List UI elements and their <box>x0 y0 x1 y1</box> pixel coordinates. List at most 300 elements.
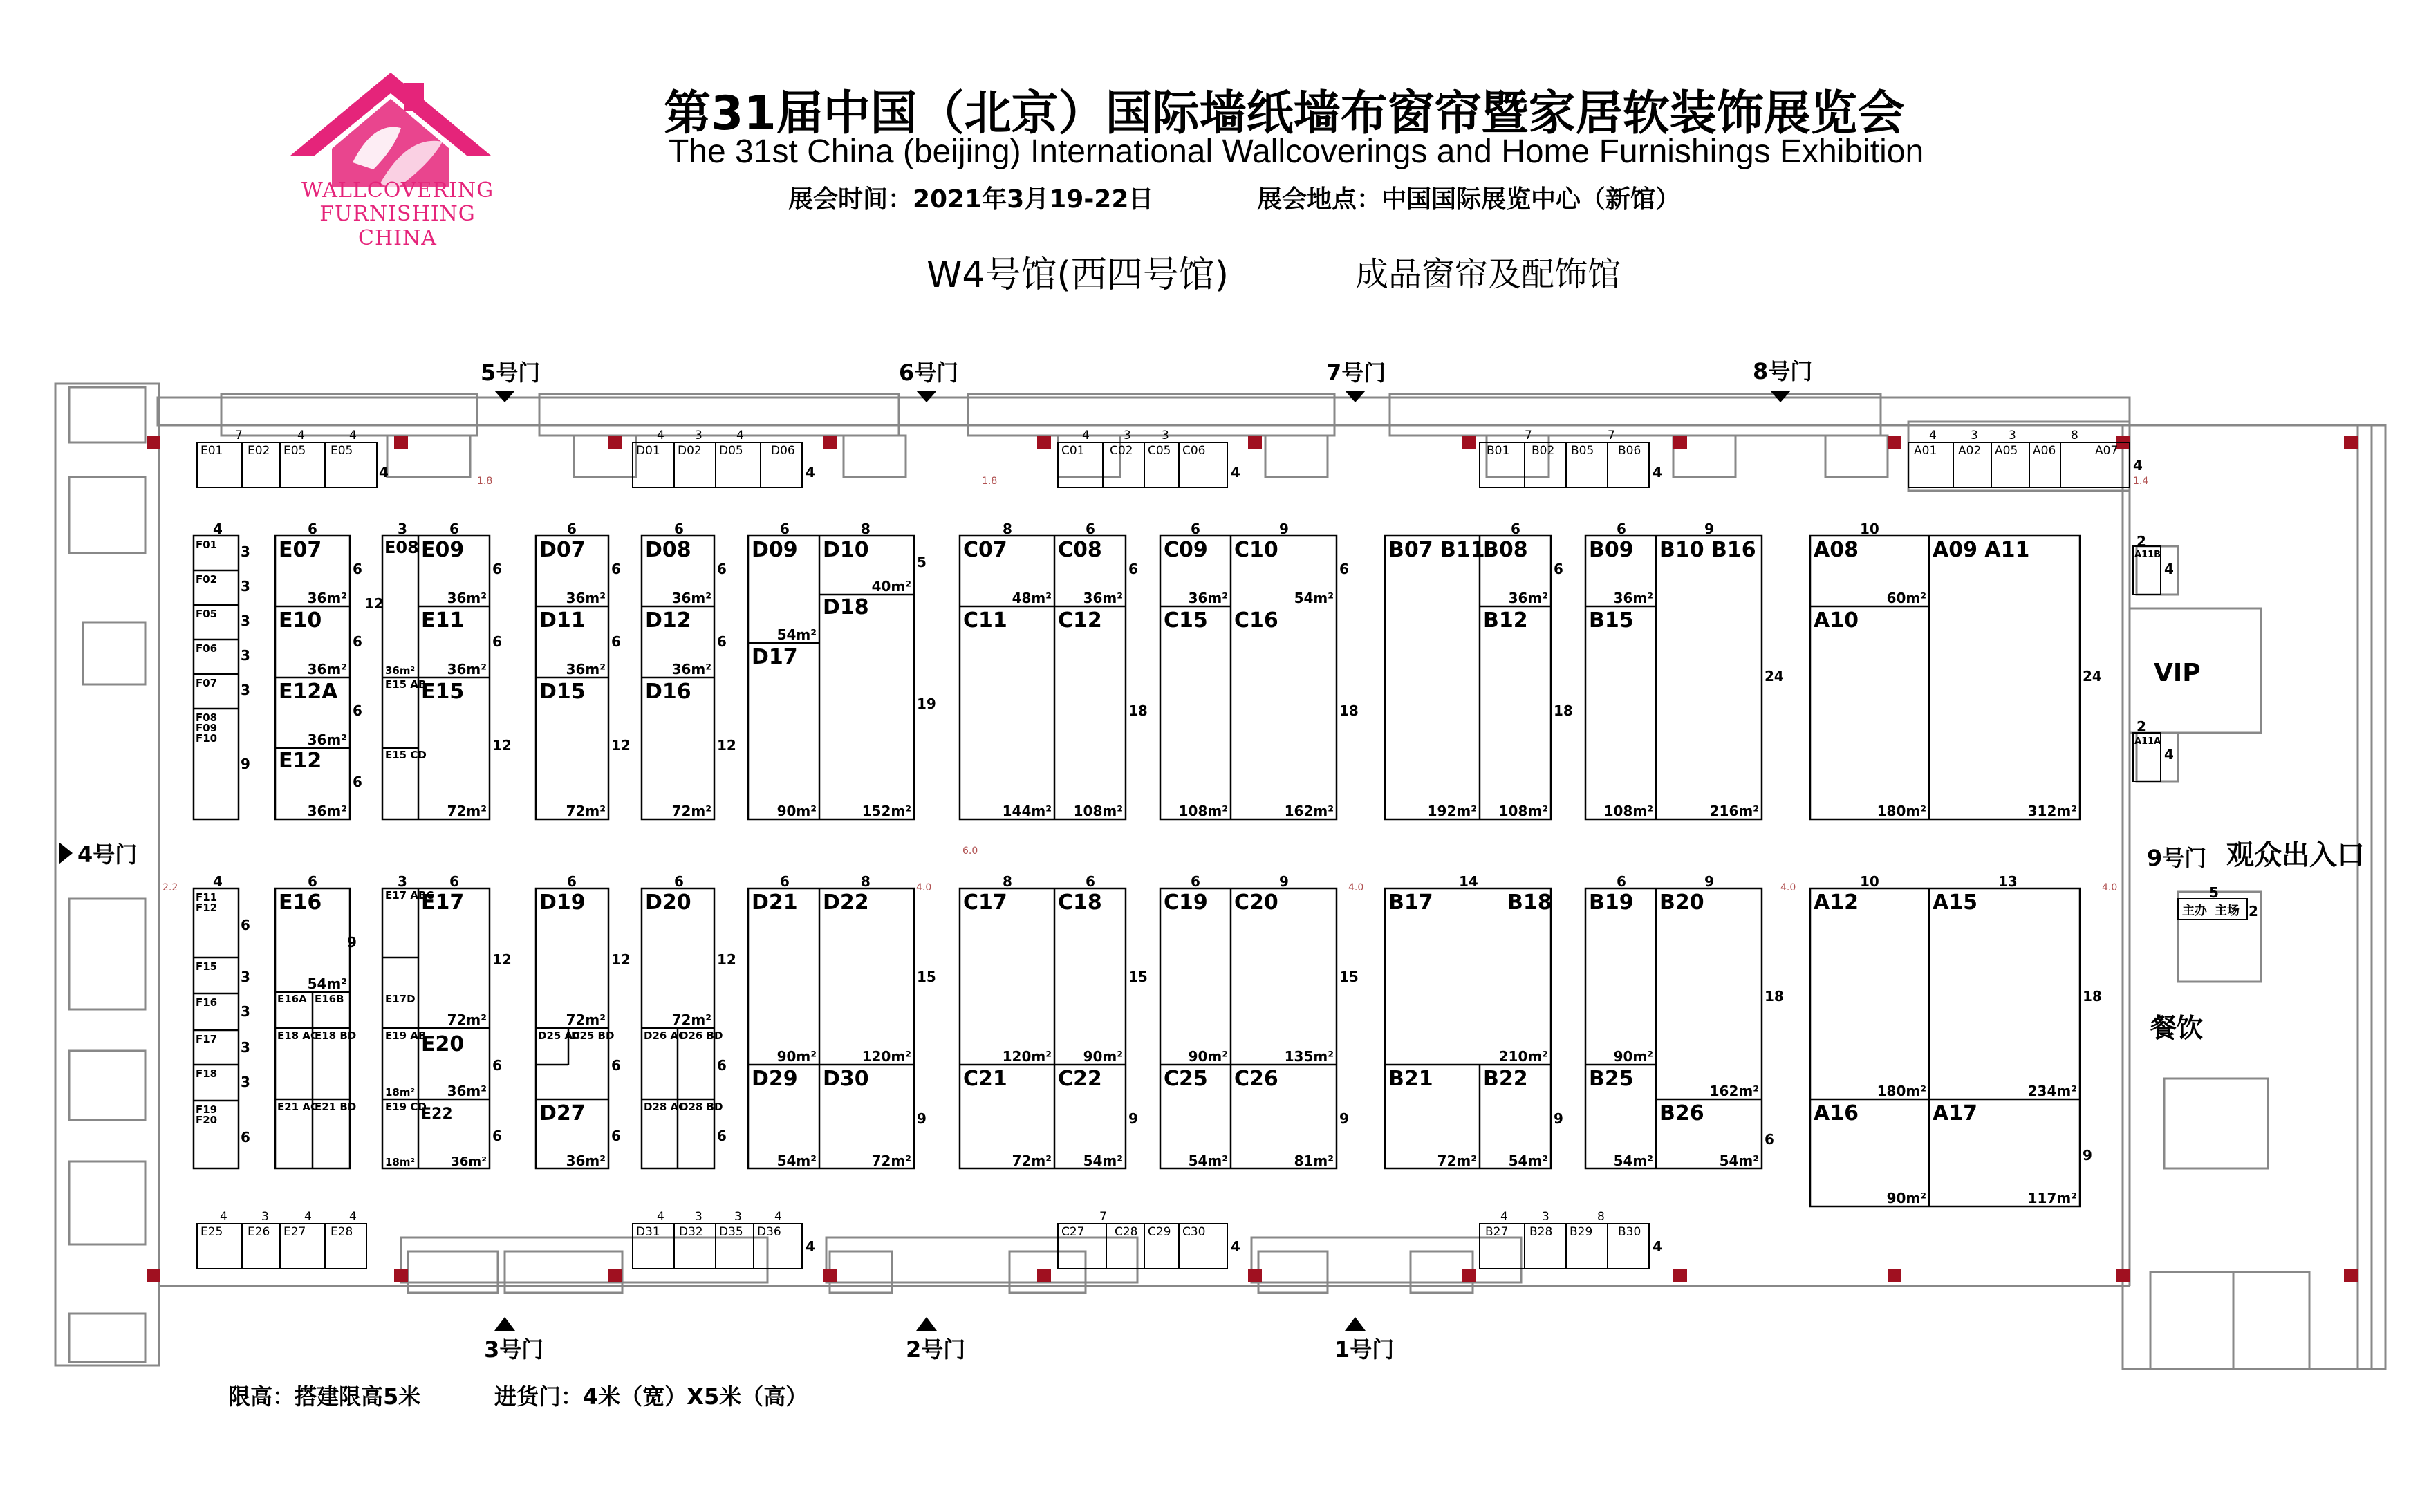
svg-text:72m²: 72m² <box>671 803 711 819</box>
booth-b26[interactable]: B26 <box>1659 1101 1704 1126</box>
booth-e16a[interactable]: E16A <box>277 993 307 1005</box>
booth-d15[interactable]: D15 <box>539 680 586 704</box>
svg-text:3: 3 <box>241 543 250 560</box>
svg-text:18: 18 <box>1128 702 1148 719</box>
svg-text:36m²: 36m² <box>447 590 487 606</box>
svg-text:6: 6 <box>1191 873 1200 890</box>
booth-b08[interactable]: B08 <box>1483 538 1528 562</box>
booth-b30[interactable]: B30 <box>1618 1225 1641 1239</box>
booth-e09[interactable]: E09 <box>421 538 465 562</box>
svg-text:10: 10 <box>1860 521 1879 537</box>
gate-7[interactable]: 7号门 <box>1326 360 1386 386</box>
booth-e05b[interactable]: E05 <box>331 444 353 458</box>
booth-a11b[interactable]: A11B <box>2134 550 2161 560</box>
svg-text:3: 3 <box>241 1003 250 1020</box>
svg-text:4: 4 <box>220 1210 227 1224</box>
svg-text:36m²: 36m² <box>307 590 347 606</box>
booth-a16[interactable]: A16 <box>1814 1101 1859 1126</box>
svg-text:4.0: 4.0 <box>1348 882 1364 893</box>
svg-text:72m²: 72m² <box>671 1011 711 1028</box>
svg-text:36m²: 36m² <box>451 1155 487 1169</box>
booth-f19[interactable]: F19 <box>196 1103 218 1116</box>
svg-text:6: 6 <box>717 1057 727 1074</box>
booth-b10-b16[interactable]: B10 B16 <box>1659 538 1756 562</box>
hall-name: W4号馆(西四号馆) <box>927 254 1229 296</box>
booth-c06[interactable]: C06 <box>1182 444 1206 458</box>
svg-text:6: 6 <box>1554 561 1563 577</box>
facilities <box>2133 546 2247 1043</box>
svg-text:2.2: 2.2 <box>162 882 178 893</box>
booth-outlines <box>194 536 2080 1206</box>
gate-2[interactable]: 2号门 <box>906 1336 966 1363</box>
booth-d07[interactable]: D07 <box>539 538 586 562</box>
svg-text:3: 3 <box>241 578 250 595</box>
booth-c07[interactable]: C07 <box>963 538 1007 562</box>
svg-text:6: 6 <box>492 1128 502 1144</box>
svg-text:8: 8 <box>861 873 871 890</box>
booth-e27[interactable]: E27 <box>283 1225 306 1239</box>
gate-1[interactable]: 1号门 <box>1334 1336 1395 1363</box>
bottom-strip-dims <box>220 1210 1605 1224</box>
booth-f09[interactable]: F09 <box>196 722 218 734</box>
booth-e15-cd[interactable]: E15 CD <box>385 749 427 761</box>
booth-e05[interactable]: E05 <box>283 444 306 458</box>
svg-text:7: 7 <box>1525 429 1532 442</box>
svg-text:18m²: 18m² <box>385 1086 416 1099</box>
svg-text:3: 3 <box>695 429 702 442</box>
booth-d12[interactable]: D12 <box>645 608 691 633</box>
host-venue: 主场 <box>2215 904 2240 918</box>
svg-text:54m²: 54m² <box>1719 1152 1759 1169</box>
svg-text:108m²: 108m² <box>1603 803 1653 819</box>
booth-d05[interactable]: D05 <box>719 444 743 458</box>
svg-text:81m²: 81m² <box>1294 1152 1334 1169</box>
svg-text:312m²: 312m² <box>2027 803 2077 819</box>
svg-text:12: 12 <box>492 737 512 754</box>
svg-text:3: 3 <box>241 647 250 664</box>
gate-3[interactable]: 3号门 <box>484 1336 544 1363</box>
svg-text:4.0: 4.0 <box>2102 882 2118 893</box>
svg-text:120m²: 120m² <box>862 1048 911 1065</box>
booth-b05[interactable]: B05 <box>1571 444 1594 458</box>
booth-b20[interactable]: B20 <box>1659 890 1704 915</box>
booth-d25-ac[interactable]: D25 AC <box>538 1029 581 1042</box>
booth-c08[interactable]: C08 <box>1058 538 1102 562</box>
svg-text:36m²: 36m² <box>307 661 347 678</box>
gate-8[interactable]: 8号门 <box>1753 358 1813 384</box>
gates <box>59 358 2365 1363</box>
svg-text:4: 4 <box>1231 1238 1240 1255</box>
svg-text:6: 6 <box>1511 521 1520 537</box>
svg-text:12: 12 <box>611 951 631 968</box>
svg-text:24: 24 <box>2083 668 2102 684</box>
booth-b22[interactable]: B22 <box>1483 1067 1528 1091</box>
booth-b19[interactable]: B19 <box>1589 890 1634 915</box>
booth-c09[interactable]: C09 <box>1164 538 1208 562</box>
booth-c21[interactable]: C21 <box>963 1067 1007 1091</box>
svg-text:7: 7 <box>235 429 243 442</box>
gate-9[interactable]: 9号门 <box>2147 845 2207 871</box>
svg-text:120m²: 120m² <box>1002 1048 1052 1065</box>
booth-e16b[interactable]: E16B <box>315 993 344 1005</box>
booth-e16[interactable]: E16 <box>279 890 322 915</box>
svg-text:4: 4 <box>2133 457 2143 474</box>
booth-d31[interactable]: D31 <box>636 1225 660 1239</box>
booth-d32[interactable]: D32 <box>679 1225 703 1239</box>
svg-text:6: 6 <box>353 774 362 790</box>
booth-a10[interactable]: A10 <box>1814 608 1859 633</box>
booth-d29[interactable]: D29 <box>752 1067 798 1091</box>
svg-text:6: 6 <box>1086 521 1095 537</box>
svg-text:2: 2 <box>2137 718 2146 735</box>
booth-b28[interactable]: B28 <box>1529 1225 1553 1239</box>
booth-b21[interactable]: B21 <box>1388 1067 1433 1091</box>
booth-d22[interactable]: D22 <box>823 890 869 915</box>
svg-text:4: 4 <box>304 1210 312 1224</box>
booth-a01[interactable]: A01 <box>1914 444 1937 458</box>
svg-text:6: 6 <box>611 1057 621 1074</box>
svg-text:1.8: 1.8 <box>477 476 493 487</box>
booth-f07[interactable]: F07 <box>196 677 218 689</box>
gate-6[interactable]: 6号门 <box>899 360 959 386</box>
svg-text:144m²: 144m² <box>1002 803 1052 819</box>
booth-d25-bd[interactable]: D25 BD <box>571 1029 615 1042</box>
booth-f02[interactable]: F02 <box>196 573 218 586</box>
svg-text:36m²: 36m² <box>447 1083 487 1099</box>
svg-text:3: 3 <box>1971 429 1978 442</box>
booth-e12a[interactable]: E12A <box>279 680 338 704</box>
booth-c16[interactable]: C16 <box>1234 608 1278 633</box>
booth-d11[interactable]: D11 <box>539 608 586 633</box>
svg-text:5: 5 <box>2209 884 2219 901</box>
svg-text:3: 3 <box>241 682 250 698</box>
booth-f16[interactable]: F16 <box>196 996 218 1009</box>
booth-c17[interactable]: C17 <box>963 890 1007 915</box>
title-en: The 31st China (beijing) International Wallcoverings and Home Furnishings Exhibition <box>669 133 1924 170</box>
booth-b02[interactable]: B02 <box>1532 444 1555 458</box>
svg-text:72m²: 72m² <box>871 1152 911 1169</box>
svg-text:15: 15 <box>917 969 936 985</box>
booth-f15[interactable]: F15 <box>196 960 218 973</box>
booth-c05[interactable]: C05 <box>1148 444 1171 458</box>
booth-b15[interactable]: B15 <box>1589 608 1634 633</box>
svg-text:4.0: 4.0 <box>1780 882 1796 893</box>
host-office: 主办 <box>2182 904 2207 918</box>
svg-text:6: 6 <box>611 1128 621 1144</box>
svg-text:6: 6 <box>241 1129 250 1146</box>
booth-d21[interactable]: D21 <box>752 890 798 915</box>
booth-e25[interactable]: E25 <box>201 1225 223 1239</box>
booth-c01[interactable]: C01 <box>1061 444 1085 458</box>
booth-a15[interactable]: A15 <box>1933 890 1977 915</box>
svg-text:36m²: 36m² <box>566 661 606 678</box>
svg-text:4: 4 <box>379 464 389 480</box>
booth-d26-bd[interactable]: D26 BD <box>680 1029 723 1042</box>
date-text: 展会时间：2021年3月19-22日 <box>788 185 1154 214</box>
booth-b07-b11[interactable]: B07 B11 <box>1388 538 1485 562</box>
booth-a02[interactable]: A02 <box>1958 444 1982 458</box>
booth-a05[interactable]: A05 <box>1995 444 2018 458</box>
booth-d27[interactable]: D27 <box>539 1101 586 1126</box>
svg-text:12: 12 <box>717 737 736 754</box>
booth-e15[interactable]: E15 <box>421 680 465 704</box>
booth-c20[interactable]: C20 <box>1234 890 1278 915</box>
vip-room: VIP <box>2154 659 2201 687</box>
booth-f12[interactable]: F12 <box>196 902 218 914</box>
svg-text:72m²: 72m² <box>447 803 487 819</box>
gate-5[interactable]: 5号门 <box>481 360 541 386</box>
svg-text:12: 12 <box>492 951 512 968</box>
svg-text:54m²: 54m² <box>307 976 347 992</box>
booth-f05[interactable]: F05 <box>196 608 218 620</box>
booth-c02[interactable]: C02 <box>1110 444 1133 458</box>
svg-text:152m²: 152m² <box>862 803 911 819</box>
booth-b25[interactable]: B25 <box>1589 1067 1634 1091</box>
svg-text:3: 3 <box>398 521 407 537</box>
booth-e26[interactable]: E26 <box>248 1225 270 1239</box>
booth-e22[interactable]: E22 <box>421 1105 453 1123</box>
top-strip-labels <box>201 444 2118 458</box>
dimensions <box>213 457 2258 1255</box>
svg-text:6: 6 <box>611 561 621 577</box>
booth-b01[interactable]: B01 <box>1487 444 1510 458</box>
booth-d36[interactable]: D36 <box>757 1225 781 1239</box>
booth-a08[interactable]: A08 <box>1814 538 1859 562</box>
svg-text:4: 4 <box>297 429 305 442</box>
booth-d09[interactable]: D09 <box>752 538 798 562</box>
booth-b17[interactable]: B17 <box>1388 890 1433 915</box>
booth-b06[interactable]: B06 <box>1618 444 1641 458</box>
booth-f11[interactable]: F11 <box>196 891 218 904</box>
svg-text:180m²: 180m² <box>1877 803 1926 819</box>
booth-d20[interactable]: D20 <box>645 890 691 915</box>
svg-text:6: 6 <box>1086 873 1095 890</box>
booth-b12[interactable]: B12 <box>1483 608 1528 633</box>
svg-text:54m²: 54m² <box>1294 590 1334 606</box>
booth-d16[interactable]: D16 <box>645 680 691 704</box>
svg-text:3: 3 <box>241 613 250 629</box>
booth-c19[interactable]: C19 <box>1164 890 1208 915</box>
booth-e18-bd[interactable]: E18 BD <box>315 1029 357 1042</box>
booth-d01[interactable]: D01 <box>636 444 660 458</box>
booth-c11[interactable]: C11 <box>963 608 1007 633</box>
svg-text:4: 4 <box>349 429 357 442</box>
svg-text:36m²: 36m² <box>307 803 347 819</box>
svg-text:108m²: 108m² <box>1498 803 1548 819</box>
booth-d06[interactable]: D06 <box>771 444 795 458</box>
booth-c26[interactable]: C26 <box>1234 1067 1278 1091</box>
svg-text:36m²: 36m² <box>566 590 606 606</box>
svg-text:60m²: 60m² <box>1886 590 1926 606</box>
booth-e02[interactable]: E02 <box>248 444 270 458</box>
svg-text:4: 4 <box>213 873 223 890</box>
svg-text:6: 6 <box>353 561 362 577</box>
svg-text:72m²: 72m² <box>1012 1152 1052 1169</box>
svg-text:6: 6 <box>1339 561 1349 577</box>
booth-e08[interactable]: E08 <box>384 538 419 557</box>
svg-text:4: 4 <box>806 1238 815 1255</box>
title-cn: 第31届中国（北京）国际墙纸墙布窗帘暨家居软装饰展览会 <box>664 86 1905 141</box>
booth-b18[interactable]: B18 <box>1507 890 1552 915</box>
svg-text:108m²: 108m² <box>1073 803 1123 819</box>
svg-text:36m²: 36m² <box>671 661 711 678</box>
height-limit-note: 限高：搭建限高5米 <box>228 1383 421 1410</box>
svg-text:6: 6 <box>780 873 790 890</box>
svg-text:1.8: 1.8 <box>982 476 998 487</box>
booth-d28-bd[interactable]: D28 BD <box>680 1101 723 1113</box>
booth-e19-ab[interactable]: E19 AB <box>385 1029 427 1042</box>
svg-text:7: 7 <box>1099 1210 1107 1224</box>
booth-d19[interactable]: D19 <box>539 890 586 915</box>
svg-text:4: 4 <box>774 1210 782 1224</box>
svg-text:3: 3 <box>734 1210 742 1224</box>
svg-text:90m²: 90m² <box>1886 1190 1926 1206</box>
booth-f20[interactable]: F20 <box>196 1114 218 1126</box>
booth-e11[interactable]: E11 <box>421 608 465 633</box>
svg-text:4: 4 <box>736 429 744 442</box>
svg-text:13: 13 <box>1998 873 2018 890</box>
svg-text:4: 4 <box>657 1210 664 1224</box>
svg-text:40m²: 40m² <box>871 578 911 595</box>
svg-text:9: 9 <box>1554 1110 1563 1127</box>
svg-text:90m²: 90m² <box>776 803 817 819</box>
svg-text:10: 10 <box>1860 873 1879 890</box>
booth-d26-ac[interactable]: D26 AC <box>644 1029 687 1042</box>
booth-b27[interactable]: B27 <box>1485 1225 1509 1239</box>
svg-text:14: 14 <box>1459 873 1478 890</box>
svg-text:6: 6 <box>492 633 502 650</box>
svg-text:90m²: 90m² <box>1188 1048 1228 1065</box>
svg-text:1.4: 1.4 <box>2133 476 2149 487</box>
booth-d02[interactable]: D02 <box>678 444 702 458</box>
booth-d35[interactable]: D35 <box>719 1225 743 1239</box>
booth-c10[interactable]: C10 <box>1234 538 1278 562</box>
booth-a11a[interactable]: A11A <box>2134 736 2161 747</box>
hall-theme: 成品窗帘及配饰馆 <box>1355 255 1621 294</box>
svg-text:8: 8 <box>1003 521 1012 537</box>
svg-text:6: 6 <box>1128 561 1138 577</box>
svg-text:6: 6 <box>492 561 502 577</box>
booth-a17[interactable]: A17 <box>1933 1101 1977 1126</box>
booth-d30[interactable]: D30 <box>823 1067 869 1091</box>
booth-d18[interactable]: D18 <box>823 595 869 619</box>
booth-e15-ab[interactable]: E15 AB <box>385 678 427 691</box>
booth-e12[interactable]: E12 <box>279 749 322 773</box>
svg-text:72m²: 72m² <box>447 1011 487 1028</box>
booth-d10[interactable]: D10 <box>823 538 869 562</box>
booth-a09-a11[interactable]: A09 A11 <box>1933 538 2030 562</box>
booth-e17d[interactable]: E17D <box>385 993 416 1005</box>
booth-c28[interactable]: C28 <box>1115 1225 1138 1239</box>
svg-text:8: 8 <box>1003 873 1012 890</box>
logo-line2: FURNISHING CHINA <box>319 202 476 250</box>
svg-text:6: 6 <box>449 521 459 537</box>
gate-4[interactable]: 4号门 <box>77 841 138 868</box>
booth-a12[interactable]: A12 <box>1814 890 1859 915</box>
booth-d28-ac[interactable]: D28 AC <box>644 1101 687 1113</box>
svg-text:4: 4 <box>349 1210 357 1224</box>
svg-text:2: 2 <box>2137 533 2146 550</box>
booth-c12[interactable]: C12 <box>1058 608 1102 633</box>
booth-a06[interactable]: A06 <box>2033 444 2056 458</box>
svg-text:36m²: 36m² <box>385 664 416 677</box>
svg-text:36m²: 36m² <box>1508 590 1548 606</box>
booth-e28[interactable]: E28 <box>331 1225 353 1239</box>
booth-d17[interactable]: D17 <box>752 645 798 669</box>
booth-e21-bd[interactable]: E21 BD <box>315 1101 357 1113</box>
svg-text:4: 4 <box>213 521 223 537</box>
svg-text:6: 6 <box>717 1128 727 1144</box>
svg-text:54m²: 54m² <box>1188 1152 1228 1169</box>
dining-area: 餐饮 <box>2150 1013 2204 1043</box>
svg-text:36m²: 36m² <box>1083 590 1123 606</box>
svg-text:4: 4 <box>1929 429 1937 442</box>
booth-c29[interactable]: C29 <box>1148 1225 1171 1239</box>
booth-e19-cd[interactable]: E19 CD <box>385 1101 427 1113</box>
booth-c15[interactable]: C15 <box>1164 608 1208 633</box>
svg-text:117m²: 117m² <box>2027 1190 2077 1206</box>
svg-text:36m²: 36m² <box>1613 590 1653 606</box>
svg-text:54m²: 54m² <box>776 626 817 643</box>
svg-text:54m²: 54m² <box>776 1152 817 1169</box>
svg-text:90m²: 90m² <box>1083 1048 1123 1065</box>
svg-text:210m²: 210m² <box>1498 1048 1548 1065</box>
booth-c18[interactable]: C18 <box>1058 890 1102 915</box>
booth-f08[interactable]: F08 <box>196 711 218 724</box>
booth-b09[interactable]: B09 <box>1589 538 1634 562</box>
svg-text:18: 18 <box>1765 988 1784 1005</box>
booth-e17-abc[interactable]: E17 ABC <box>385 889 434 902</box>
booth-c30[interactable]: C30 <box>1182 1225 1206 1239</box>
svg-text:6: 6 <box>1617 873 1626 890</box>
booth-d08[interactable]: D08 <box>645 538 691 562</box>
booth-e17[interactable]: E17 <box>421 890 465 915</box>
svg-text:4: 4 <box>2164 561 2174 577</box>
booth-e01[interactable]: E01 <box>201 444 223 458</box>
svg-text:8: 8 <box>2071 429 2078 442</box>
booth-f17[interactable]: F17 <box>196 1033 218 1045</box>
svg-text:72m²: 72m² <box>566 1011 606 1028</box>
booth-e20[interactable]: E20 <box>421 1032 465 1056</box>
svg-text:19: 19 <box>917 696 936 712</box>
booth-c25[interactable]: C25 <box>1164 1067 1208 1091</box>
booth-a07[interactable]: A07 <box>2095 444 2119 458</box>
svg-text:5: 5 <box>917 554 927 570</box>
booth-e10[interactable]: E10 <box>279 608 322 633</box>
booth-e07[interactable]: E07 <box>279 538 322 562</box>
svg-text:3: 3 <box>261 1210 269 1224</box>
svg-text:6: 6 <box>308 873 317 890</box>
booth-f10[interactable]: F10 <box>196 732 218 745</box>
booth-b29[interactable]: B29 <box>1570 1225 1593 1239</box>
svg-text:15: 15 <box>1128 969 1148 985</box>
booth-c22[interactable]: C22 <box>1058 1067 1102 1091</box>
svg-text:9: 9 <box>1279 873 1289 890</box>
svg-text:6: 6 <box>241 917 250 933</box>
svg-text:24: 24 <box>1765 668 1784 684</box>
gate-9-note: 观众出入口 <box>2226 839 2365 871</box>
booth-e21-ac[interactable]: E21 AC <box>277 1101 318 1113</box>
svg-text:6: 6 <box>567 873 577 890</box>
svg-text:4: 4 <box>806 464 815 480</box>
logo-line1: WALLCOVERING <box>301 178 494 203</box>
svg-text:54m²: 54m² <box>1508 1152 1548 1169</box>
booth-f18[interactable]: F18 <box>196 1067 218 1080</box>
booth-f06[interactable]: F06 <box>196 642 218 655</box>
booth-f01[interactable]: F01 <box>196 539 218 551</box>
booth-e18-ac[interactable]: E18 AC <box>277 1029 318 1042</box>
booth-c27[interactable]: C27 <box>1061 1225 1085 1239</box>
